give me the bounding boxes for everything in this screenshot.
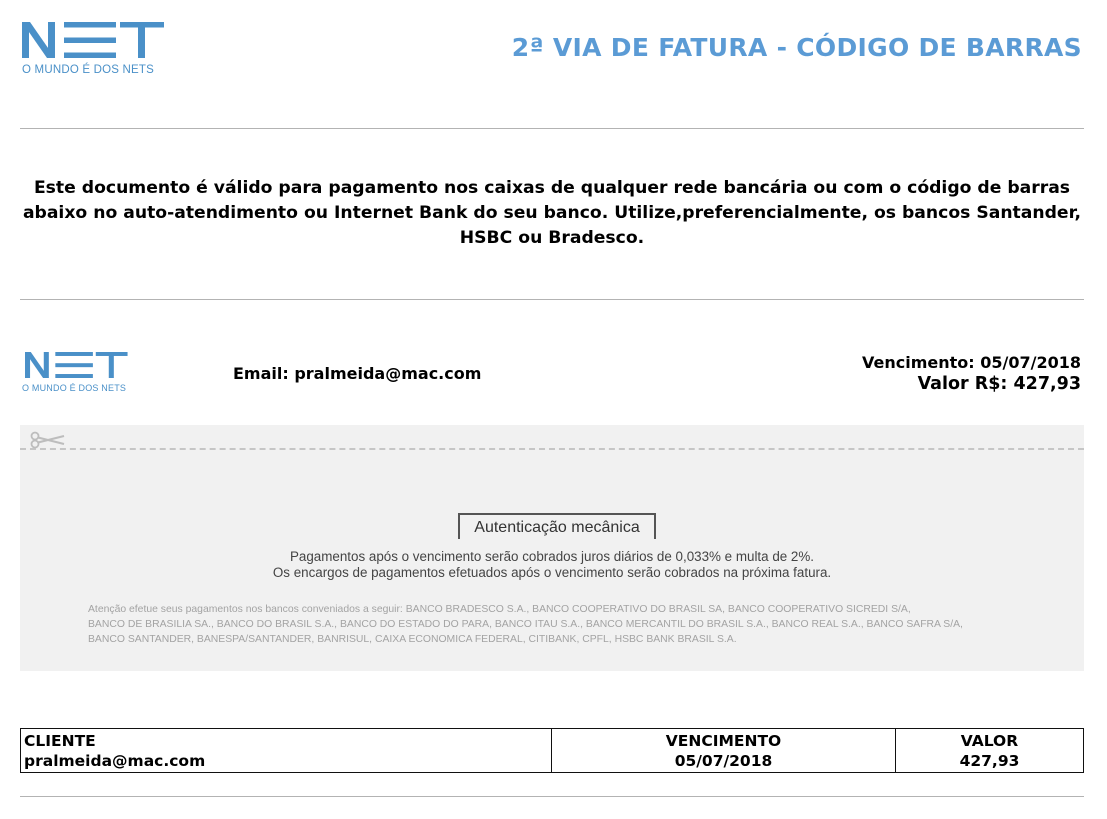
amount-label: Valor R$: 427,93 (917, 374, 1081, 394)
amount-value: 427,93 (959, 752, 1020, 770)
net-logo-mark (22, 22, 166, 58)
client-header: CLIENTE (24, 732, 96, 750)
divider (20, 299, 1084, 300)
logo-tagline-small: O MUNDO É DOS NETS (22, 383, 127, 393)
client-value: pralmeida@mac.com (24, 752, 206, 770)
partner-banks-line-1: Atenção efetue seus pagamentos nos bancos conveniados a seguir: BANCO BRADESCO S.A., BANCO COOPERATIVO DO BRASIL SA, BANCO COOPERATIVO SICREDI S/A, (88, 604, 911, 615)
late-payment-line-2: Os encargos de pagamentos efetuados após o vencimento serão cobrados na próxima fatura. (272, 565, 832, 580)
invoice-summary-table (20, 728, 1084, 773)
amount-cell (896, 729, 1084, 773)
net-logo (22, 22, 166, 76)
due-date-label: Vencimento: 05/07/2018 (862, 353, 1081, 372)
due-date-header: VENCIMENTO (665, 732, 782, 750)
net-logo-small-mark (22, 352, 132, 378)
amount-header: VALOR (960, 732, 1019, 750)
partner-banks-line-2: BANCO DE BRASILIA SA., BANCO DO BRASIL S.A., BANCO DO ESTADO DO PARA, BANCO ITAU S.A., BANCO MERCANTIL DO BRASIL S.A., BANCO REAL S.A., BANCO SAFRA S/A, (88, 619, 963, 630)
due-date-value: 05/07/2018 (674, 752, 773, 770)
due-date-cell (552, 729, 896, 773)
email-label: Email: pralmeida@mac.com (233, 364, 482, 383)
payment-stub (20, 425, 1084, 671)
late-payment-line-1: Pagamentos após o vencimento serão cobrados juros diários de 0,033% e multa de 2%. (289, 549, 815, 564)
due-block (862, 352, 1081, 395)
divider (20, 128, 1084, 129)
payment-notice: Este documento é válido para pagamento nos caixas de qualquer rede bancária ou com o código de barras abaixo no auto-atendimento ou Internet Bank do seu banco. Utilize,preferencialmente, os bancos Santander, HSBC ou Bradesco. (22, 178, 1082, 248)
cut-line (20, 448, 1084, 450)
table-row (21, 729, 1084, 773)
logo-tagline: O MUNDO É DOS NETS (22, 64, 155, 76)
mechanical-authentication-box: Autenticação mecânica (458, 513, 656, 539)
late-payment-notice (20, 549, 1084, 581)
page-title: 2ª VIA DE FATURA - CÓDIGO DE BARRAS (511, 33, 1082, 62)
net-logo-small (22, 352, 132, 393)
client-cell (21, 729, 552, 773)
scissors-icon (30, 431, 68, 453)
partner-banks-notice (88, 602, 1038, 647)
divider (20, 796, 1084, 797)
partner-banks-line-3: BANCO SANTANDER, BANESPA/SANTANDER, BANRISUL, CAIXA ECONOMICA FEDERAL, CITIBANK, CPFL, HSBC BANK BRASIL S.A. (88, 634, 737, 645)
